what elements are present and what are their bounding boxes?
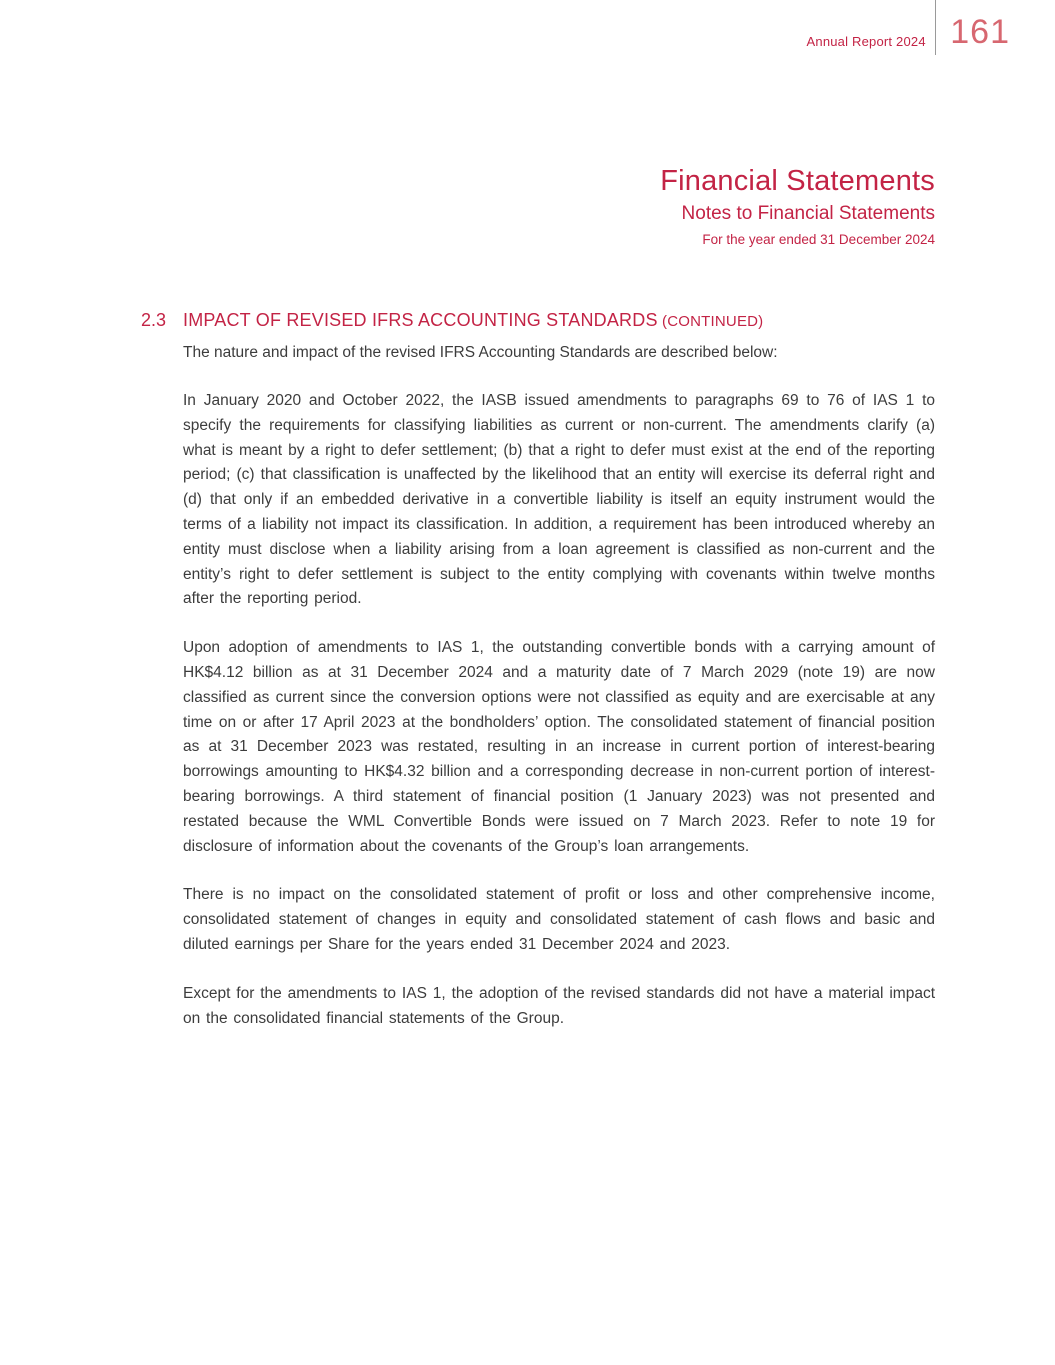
reporting-period: For the year ended 31 December 2024: [702, 231, 935, 247]
document-subtitle: Notes to Financial Statements: [681, 202, 935, 224]
section-heading: [141, 310, 935, 331]
report-title-label: Annual Report 2024: [806, 34, 926, 49]
paragraph-ias1-amendments: In January 2020 and October 2022, the IASB issued amendments to paragraphs 69 to 76 of IAS 1 to specify the requirements for classifying liabilities as current or non-current. The amendments clarify (a) what is meant by a right to defer settlement; (b) that a right to defer must exist at the end of the reporting period; (c) that classification is unaffected by the likelihood that an entity will exercise its deferral right and (d) that only if an embedded derivative in a convertible liability is itself an equity instrument would the terms of a liability not impact its classification. In addition, a requirement has been introduced whereby an entity must disclose when a liability arising from a loan agreement is classified as non-current and the entity’s right to defer settlement is subject to the entity complying with covenants within twelve months after the reporting period.: [183, 392, 935, 608]
title-block: [660, 166, 935, 247]
section-intro: The nature and impact of the revised IFRS Accounting Standards are described below:: [183, 344, 778, 361]
paragraph-except-amendments: Except for the amendments to IAS 1, the adoption of the revised standards did not have a material impact on the consolidated financial statements of the Group.: [183, 984, 935, 1027]
section-2-3: [141, 310, 935, 1031]
running-header: [807, 0, 1010, 55]
section-title-text: IMPACT OF REVISED IFRS ACCOUNTING STANDARDS: [183, 310, 658, 330]
document-title: Financial Statements: [660, 165, 935, 197]
paragraph-no-impact: There is no impact on the consolidated statement of profit or loss and other comprehensive income, consolidated statement of changes in equity and consolidated statement of cash flows and basic and diluted earnings per Share for the years ended 31 December 2024 and 2023.: [183, 886, 935, 953]
page-number: 161: [950, 13, 1010, 51]
header-divider: [935, 0, 937, 55]
section-continued-label: (CONTINUED): [657, 313, 764, 330]
section-number: 2.3: [141, 310, 167, 330]
section-body: [183, 340, 935, 1031]
paragraph-convertible-bonds: Upon adoption of amendments to IAS 1, the outstanding convertible bonds with a carrying amount of HK$4.12 billion as at 31 December 2024 and a maturity date of 7 March 2029 (note 19) are now classified as current since the conversion options were not classified as equity and are exercisable at any time on or after 17 April 2023 at the bondholders’ option. The consolidated statement of financial position as at 31 December 2023 was restated, resulting in an increase in current portion of interest-bearing borrowings amounting to HK$4.32 billion and a corresponding decrease in non-current portion of interest-bearing borrowings. A third statement of financial position (1 January 2023) was not presented and restated because the WML Convertible Bonds were issued on 7 March 2023. Refer to note 19 for disclosure of information about the covenants of the Group’s loan arrangements.: [183, 639, 935, 855]
section-title: [183, 310, 763, 331]
